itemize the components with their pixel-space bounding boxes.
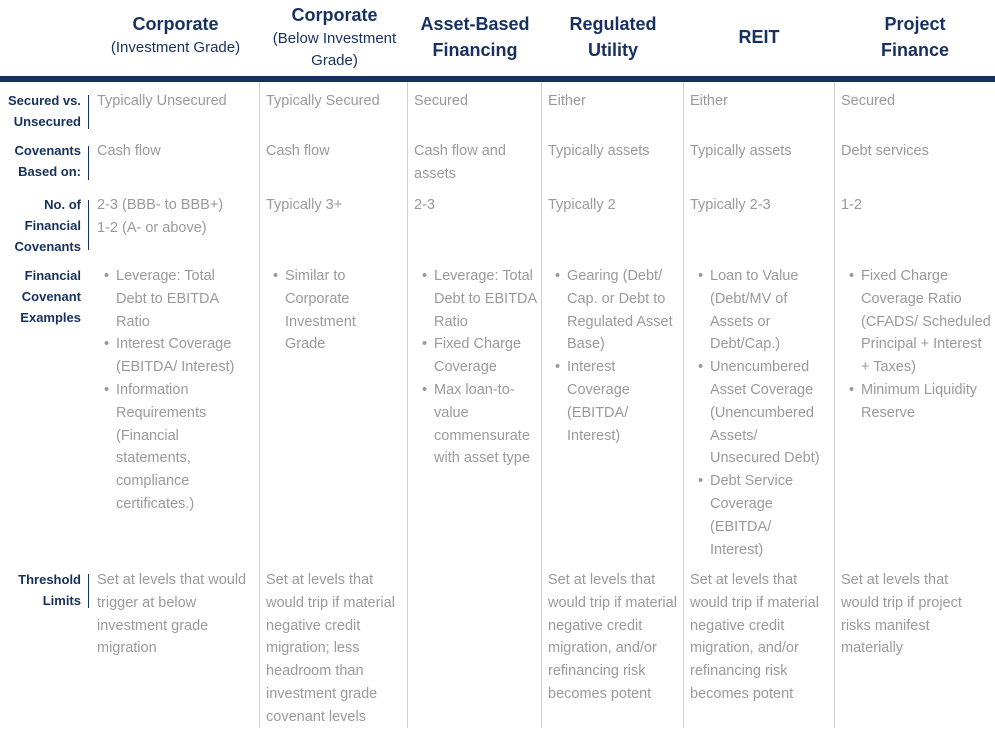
bullet-list bbox=[96, 265, 244, 516]
cell-secured-1: Typically Secured bbox=[266, 93, 380, 109]
column-title: Corporate bbox=[291, 5, 378, 25]
cell-number-4: Typically 2-3 bbox=[690, 197, 771, 213]
cell-secured-5: Secured bbox=[841, 93, 896, 109]
list-item: • Unencumbered Asset Coverage (Unencumbered Assets/ Unsecured Debt) bbox=[690, 356, 828, 470]
cell-based-0: Cash flow bbox=[97, 143, 161, 159]
cell-number-0: 2-3 (BBB- to BBB+) 1-2 (A- or above) bbox=[97, 197, 224, 236]
column-divider bbox=[683, 82, 684, 728]
cell-threshold-0: Set at levels that would trigger at below investment grade migration bbox=[97, 572, 247, 657]
header-corporate-ig bbox=[92, 11, 259, 59]
cell-based-3: Typically assets bbox=[548, 143, 650, 159]
column-title: Project Finance bbox=[880, 14, 950, 60]
bullet-list bbox=[547, 265, 679, 447]
list-item: • Interest Coverage (EBITDA/ Interest) bbox=[547, 356, 679, 447]
bullet-list bbox=[690, 265, 828, 561]
cell-based-1: Cash flow bbox=[266, 143, 330, 159]
column-subtitle: (Investment Grade) bbox=[110, 39, 241, 56]
list-item: • Leverage: Total Debt to EBITDA Ratio bbox=[414, 265, 540, 333]
header-regulated-utility bbox=[548, 11, 678, 63]
list-item: • Fixed Charge Coverage Ratio (CFADS/ Scheduled Principal + Interest + Taxes) bbox=[841, 265, 993, 379]
list-item: • Information Requirements (Financial statements, compliance certificates.) bbox=[96, 379, 244, 516]
list-item: • Interest Coverage (EBITDA/ Interest) bbox=[96, 333, 244, 379]
header-reit bbox=[688, 24, 830, 50]
bullet-list bbox=[414, 265, 540, 470]
header-corporate-big bbox=[262, 2, 407, 72]
cell-secured-4: Either bbox=[690, 93, 728, 109]
row-label-number-of-covenants: No. of Financial Covenants bbox=[14, 197, 81, 254]
column-title: Regulated Utility bbox=[569, 14, 657, 60]
column-subtitle: (Below Investment Grade) bbox=[272, 30, 397, 69]
cell-threshold-5: Set at levels that would trip if project risks manifest materially bbox=[841, 572, 962, 657]
column-divider bbox=[541, 82, 542, 728]
column-divider bbox=[834, 82, 835, 728]
list-item: • Gearing (Debt/ Cap. or Debt to Regulated Asset Base) bbox=[547, 265, 679, 356]
cell-threshold-4: Set at levels that would trip if material negative credit migration, and/or refinancing risk becomes potent bbox=[690, 572, 819, 702]
column-title: REIT bbox=[738, 27, 780, 47]
bullet-list bbox=[265, 265, 369, 356]
cell-number-2: 2-3 bbox=[414, 197, 435, 213]
cell-secured-3: Either bbox=[548, 93, 586, 109]
row-label-rule bbox=[88, 574, 89, 608]
list-item: • Max loan-to-value commensurate with asset type bbox=[414, 379, 540, 470]
cell-secured-0: Typically Unsecured bbox=[97, 93, 227, 109]
cell-number-1: Typically 3+ bbox=[266, 197, 343, 213]
cell-examples-5 bbox=[841, 265, 993, 425]
list-item: • Loan to Value (Debt/MV of Assets or Debt/Cap.) bbox=[690, 265, 828, 356]
row-label-threshold-limits: Threshold Limits bbox=[18, 572, 81, 608]
header-asset-based bbox=[412, 11, 538, 63]
list-item: • Fixed Charge Coverage bbox=[414, 333, 540, 379]
cell-examples-3 bbox=[547, 265, 679, 447]
cell-examples-0 bbox=[96, 265, 244, 516]
row-label-rule bbox=[88, 146, 89, 180]
list-item: • Minimum Liquidity Reserve bbox=[841, 379, 993, 425]
cell-threshold-1: Set at levels that would trip if material negative credit migration; less headroom than investment grade covenant levels bbox=[266, 572, 395, 725]
list-item: • Leverage: Total Debt to EBITDA Ratio bbox=[96, 265, 244, 333]
cell-examples-2 bbox=[414, 265, 540, 470]
cell-examples-1 bbox=[265, 265, 369, 356]
column-title: Corporate bbox=[132, 14, 219, 34]
list-item: • Similar to Corporate Investment Grade bbox=[265, 265, 369, 356]
cell-number-5: 1-2 bbox=[841, 197, 862, 213]
cell-based-5: Debt services bbox=[841, 143, 929, 159]
cell-based-4: Typically assets bbox=[690, 143, 792, 159]
cell-secured-2: Secured bbox=[414, 93, 469, 109]
row-label-secured: Secured vs. Unsecured bbox=[8, 93, 81, 129]
bullet-list bbox=[841, 265, 993, 425]
column-divider bbox=[407, 82, 408, 728]
row-label-rule bbox=[88, 200, 89, 250]
column-divider bbox=[259, 82, 260, 728]
row-label-covenants-based: Covenants Based on: bbox=[14, 143, 81, 179]
cell-examples-4 bbox=[690, 265, 828, 561]
cell-based-2: Cash flow and assets bbox=[414, 143, 506, 182]
column-title: Asset-Based Financing bbox=[420, 14, 530, 60]
header-rule bbox=[0, 76, 995, 82]
row-label-covenant-examples: Financial Covenant Examples bbox=[20, 268, 81, 325]
list-item: • Debt Service Coverage (EBITDA/ Interest) bbox=[690, 470, 828, 561]
header-project-finance bbox=[856, 11, 974, 63]
cell-threshold-3: Set at levels that would trip if material negative credit migration, and/or refinancing risk becomes potent bbox=[548, 572, 677, 702]
cell-number-3: Typically 2 bbox=[548, 197, 616, 213]
row-label-rule bbox=[88, 95, 89, 129]
